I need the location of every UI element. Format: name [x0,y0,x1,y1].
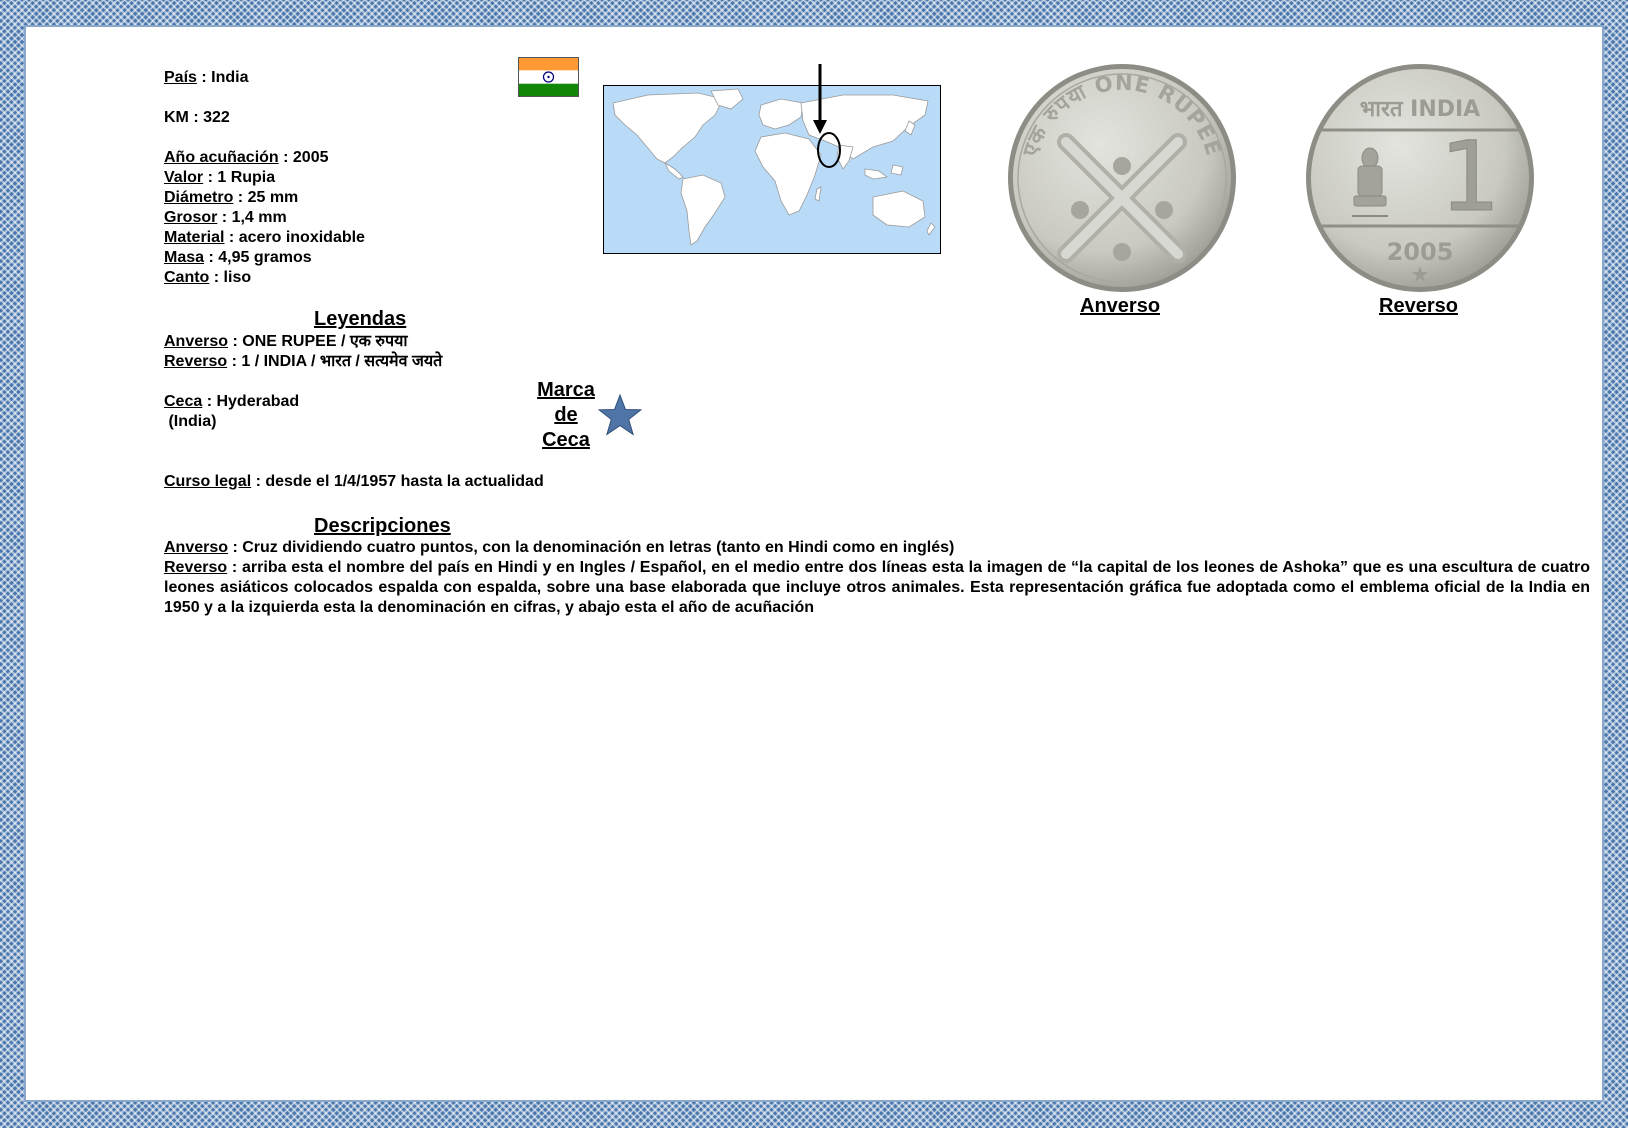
reverse-year: 2005 [1386,238,1454,266]
reverse-legend-top: भारत INDIA [1359,97,1481,122]
value-masa: : 4,95 gramos [204,249,312,266]
leyenda-anverso [164,332,408,352]
value-grosor: : 1,4 mm [217,209,287,226]
value-diametro: : 25 mm [233,189,299,206]
india-flag-icon [518,57,579,97]
label-diametro: Diámetro [164,189,234,206]
value-valor: : 1 Rupia [203,169,276,186]
value-pais: : India [196,69,249,86]
descripcion-reverso [164,558,1590,618]
label-grosor: Grosor [164,209,218,226]
obverse-legend: एक रुपया ONE RUPEE [1018,70,1226,160]
descripciones-title: Descripciones [314,515,451,537]
field-anio [164,148,329,168]
ceca-country: (India) [164,413,217,430]
descripcion-anverso-label: Anverso [164,539,229,556]
curso-legal-label: Curso legal [164,473,252,490]
marca-de-ceca-label [532,378,600,453]
descripcion-anverso [164,538,1590,558]
field-valor [164,168,275,188]
field-km: KM : 322 [164,109,230,126]
value-canto: : liso [209,269,252,286]
leyenda-reverso-value: : 1 / INDIA / भारत / सत्यमेव जयते [227,353,443,370]
ceca-line [164,392,299,412]
caption-reverso: Reverso [1379,295,1458,317]
world-map [603,85,941,254]
leyenda-reverso [164,352,442,372]
location-arrow-icon [810,64,830,136]
label-anio: Año acuñación [164,149,279,166]
leyenda-reverso-label: Reverso [164,353,228,370]
descripcion-anverso-value: : Cruz dividiendo cuatro puntos, con la denominación en letras (tanto en Hindi como en inglés) [228,539,955,556]
coin-obverse-image [1004,60,1240,296]
field-diametro [164,188,298,208]
label-canto: Canto [164,269,210,286]
leyenda-anverso-label: Anverso [164,333,229,350]
label-masa: Masa [164,249,205,266]
descripcion-reverso-label: Reverso [164,559,228,576]
marca-line-2: de [554,404,578,426]
ceca-label: Ceca [164,393,203,410]
curso-legal-value: : desde el 1/4/1957 hasta la actualidad [251,473,544,490]
label-material: Material [164,229,225,246]
leyenda-anverso-value: : ONE RUPEE / एक रुपया [228,333,408,350]
field-pais [164,68,248,88]
label-pais: País [164,69,197,86]
value-material: : acero inoxidable [224,229,365,246]
caption-anverso: Anverso [1080,295,1161,317]
mint-mark-star-icon [598,394,642,436]
value-anio: : 2005 [278,149,329,166]
curso-legal [164,472,544,492]
descripcion-reverso-value: : arriba esta el nombre del país en Hindi y en Ingles / Español, en el medio entre dos líneas esta la imagen de “la capital de los leones de Ashoka” que es una escultura de cuatro leones asiáticos colocados espalda con espalda, sobre una base elaborada que incluye otros animales. Esta representación gráfica fue adoptada como el emblema oficial de la India en 1950 y a la izquierda esta la denominación en cifras, y abajo esta el año de acuñación [164,559,1590,616]
coin-reverse-image [1302,60,1538,296]
field-material [164,228,365,248]
field-grosor [164,208,287,228]
reverse-denomination: 1 [1439,121,1501,233]
field-masa [164,248,312,268]
leyendas-title: Leyendas [314,308,407,330]
marca-line-3: Ceca [542,429,590,451]
field-canto [164,268,251,288]
ceca-value: : Hyderabad [202,393,300,410]
marca-line-1: Marca [537,379,595,401]
label-valor: Valor [164,169,204,186]
